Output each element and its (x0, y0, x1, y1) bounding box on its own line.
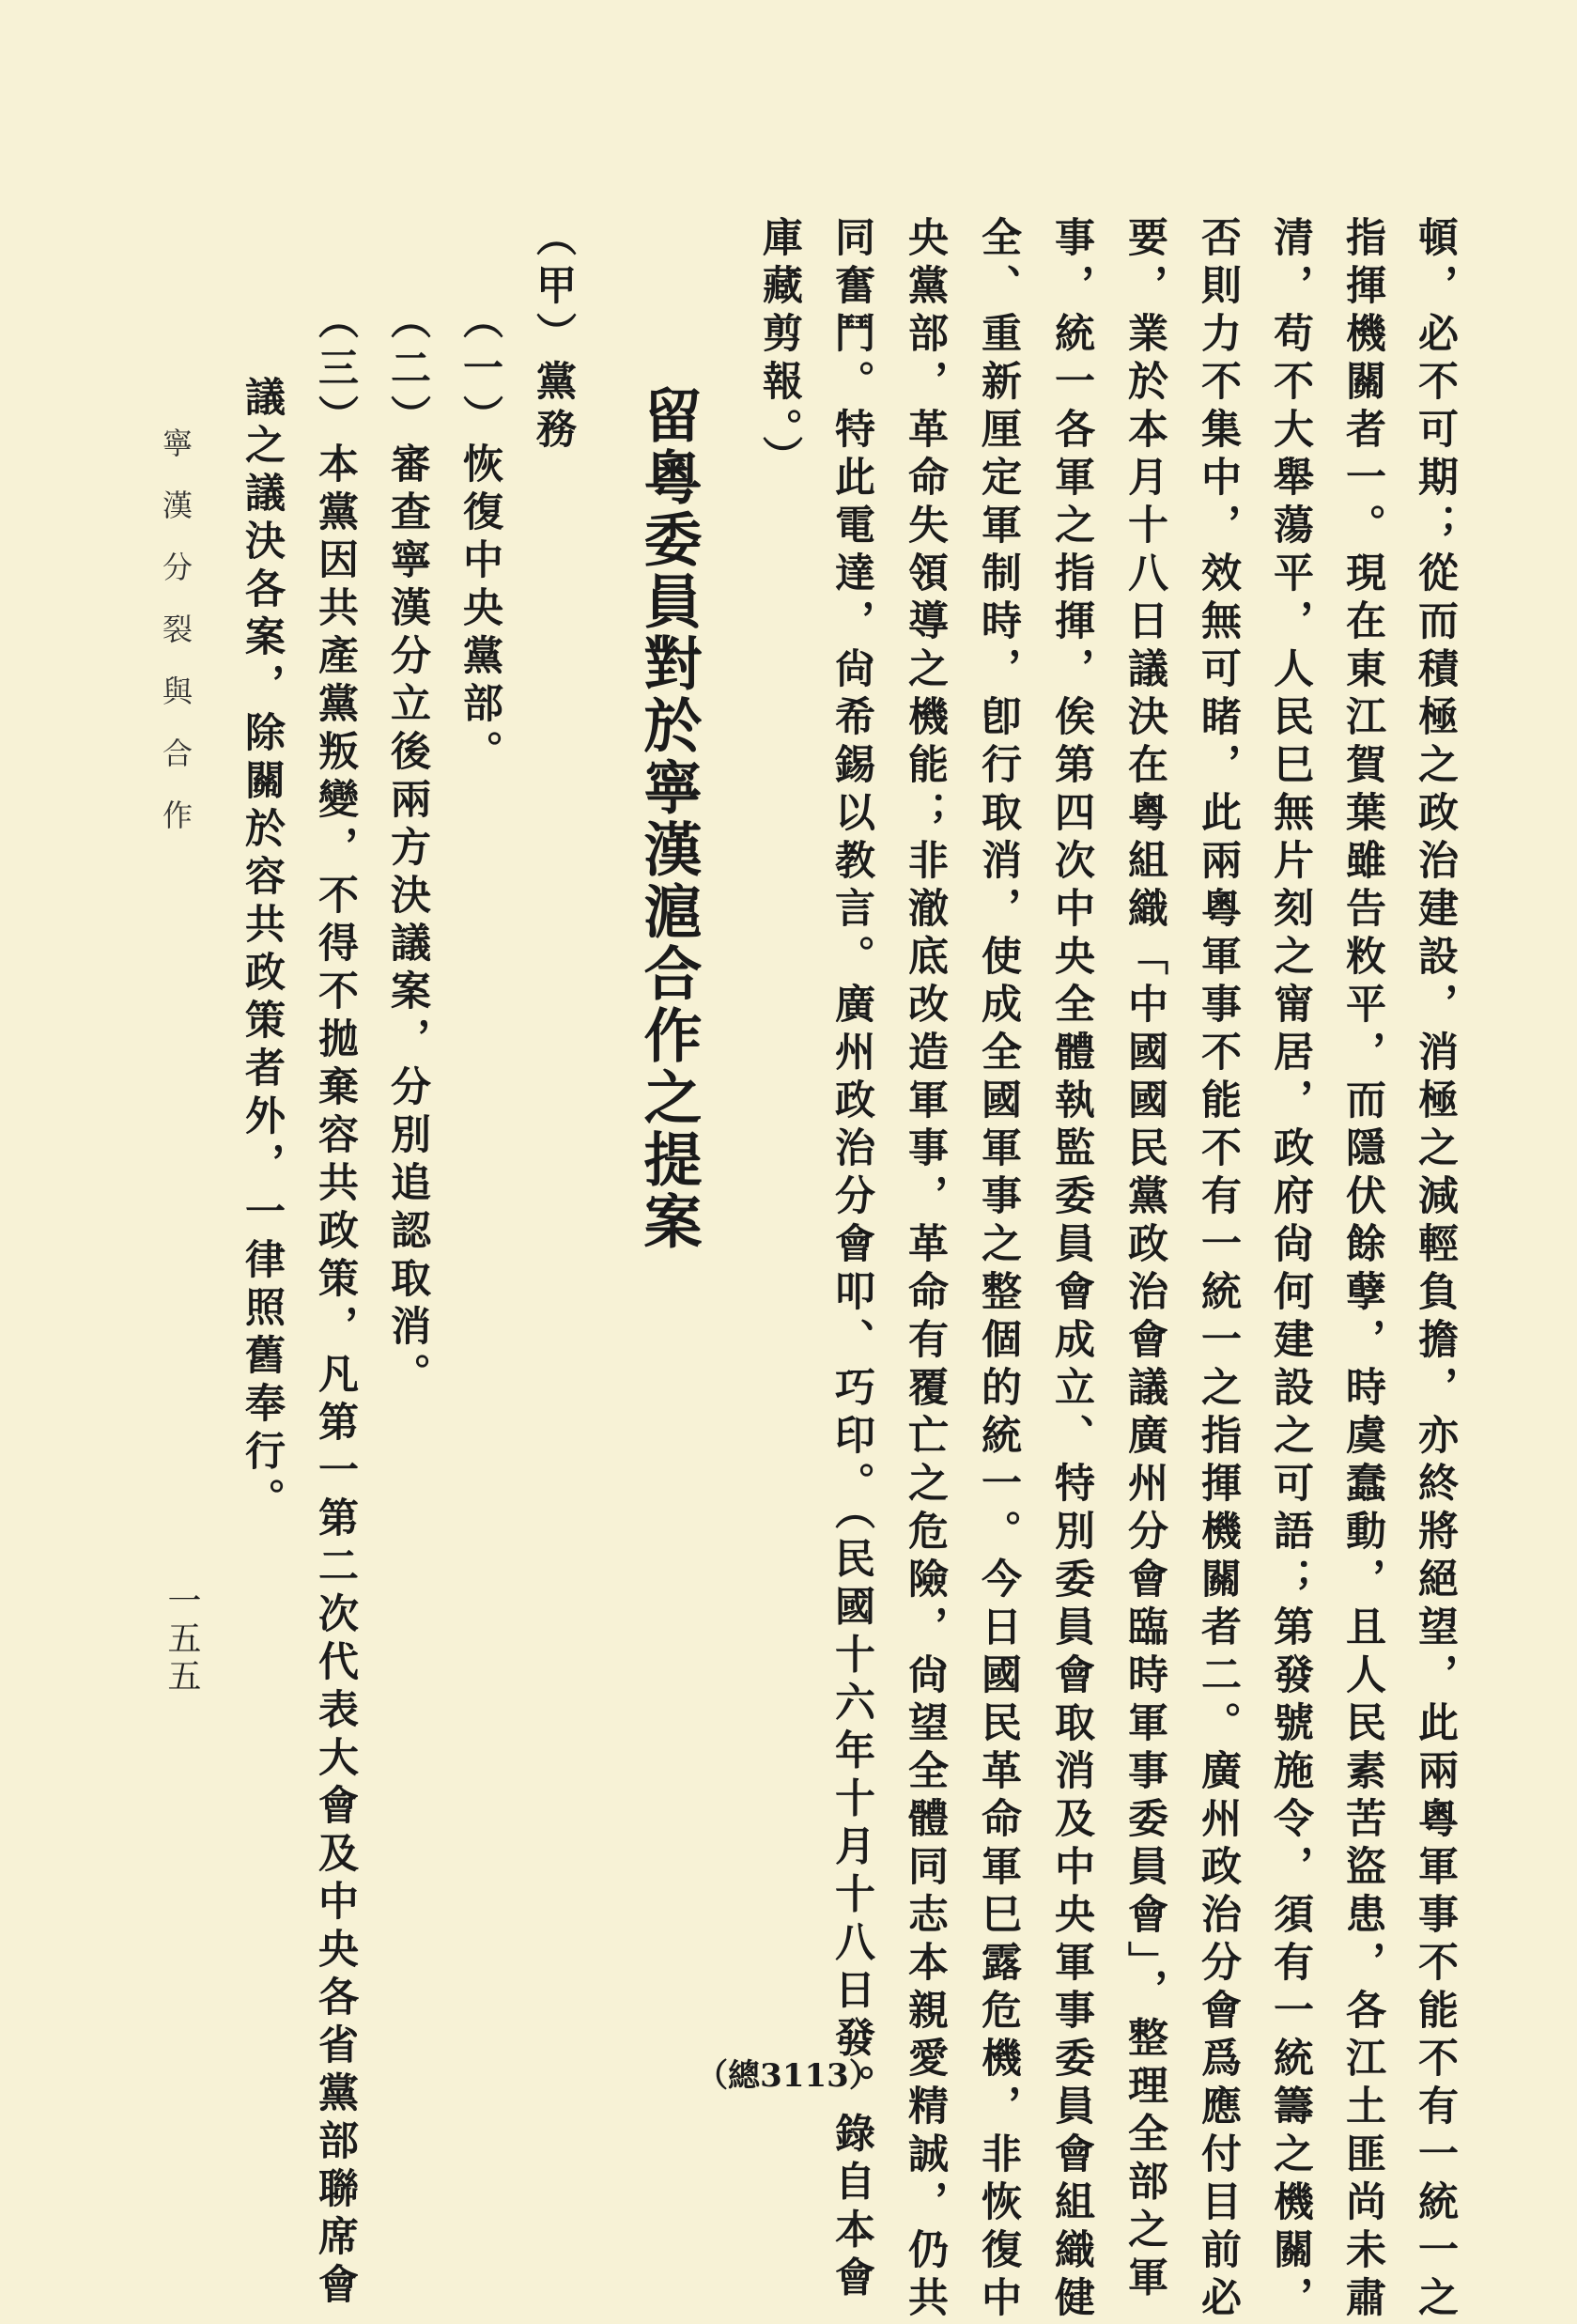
body-column: 庫藏剪報。） (756, 216, 803, 484)
body-column: 要，業於本月十八日議決在粵組織「中國國民黨政治會議廣州分會臨時軍事委員會」，整理全部之軍 (1121, 216, 1168, 2304)
total-page-number: （總3113） (696, 2057, 881, 2095)
list-item: （一）恢復中央黨部。 (456, 299, 503, 778)
list-item: （二）審查寧漢分立後兩方決議案，分別追認取消。 (384, 299, 431, 1401)
page-number: 一五五 (162, 1583, 201, 1696)
body-column: 全、重新厘定軍制時，卽行取消，使成全國軍事之整個的統一。今日國民革命軍巳露危機，非恢復中 (975, 216, 1022, 2324)
body-column: 指揮機關者一。現在東江賀葉雖告敉平，而隱伏餘孽，時虞蠢動，且人民素苦盜患，各江土匪尚未肅 (1339, 216, 1386, 2324)
list-item: （三）本黨因共產黨叛變，不得不拋棄容共政策，凡第一第二次代表大會及中央各省黨部聯席會 (312, 299, 359, 2311)
body-column: 清，苟不大舉蕩平，人民巳無片刻之甯居，政府尙何建設之可語；第發號施令，須有一統籌之機關， (1267, 216, 1314, 2324)
running-title: 寧漢分裂與合作 (158, 427, 193, 861)
section-label: （甲）黨務 (530, 216, 577, 456)
body-column: 同奮鬥。特此電達，尙希錫以教言。廣州政治分會叩、巧印。（民國十六年十月十八日發。錄自本會 (828, 216, 875, 2304)
body-column: 央黨部，革命失領導之機能；非澈底改造軍事，革命有覆亡之危險，尙望全體同志本親愛精誠，仍共 (902, 216, 949, 2324)
body-column: 否則力不集中，效無可睹，此兩粵軍事不能不有一統一之指揮機關者二。廣州政治分會爲應付目前必 (1195, 216, 1242, 2324)
body-column: 事，統一各軍之指揮，俟第四次中央全體執監委員會成立、特別委員會取消及中央軍事委員會組織健 (1048, 216, 1095, 2324)
section-heading: 留粵委員對於寧漢滬合作之提案 (634, 385, 703, 1253)
body-column: 頓，必不可期；從而積極之政治建設，消極之減輕負擔，亦終將絕望，此兩粵軍事不能不有一統一之 (1412, 216, 1459, 2324)
list-item-continuation: 議之議決各案，除關於容共政策者外，一律照舊奉行。 (239, 376, 286, 1526)
